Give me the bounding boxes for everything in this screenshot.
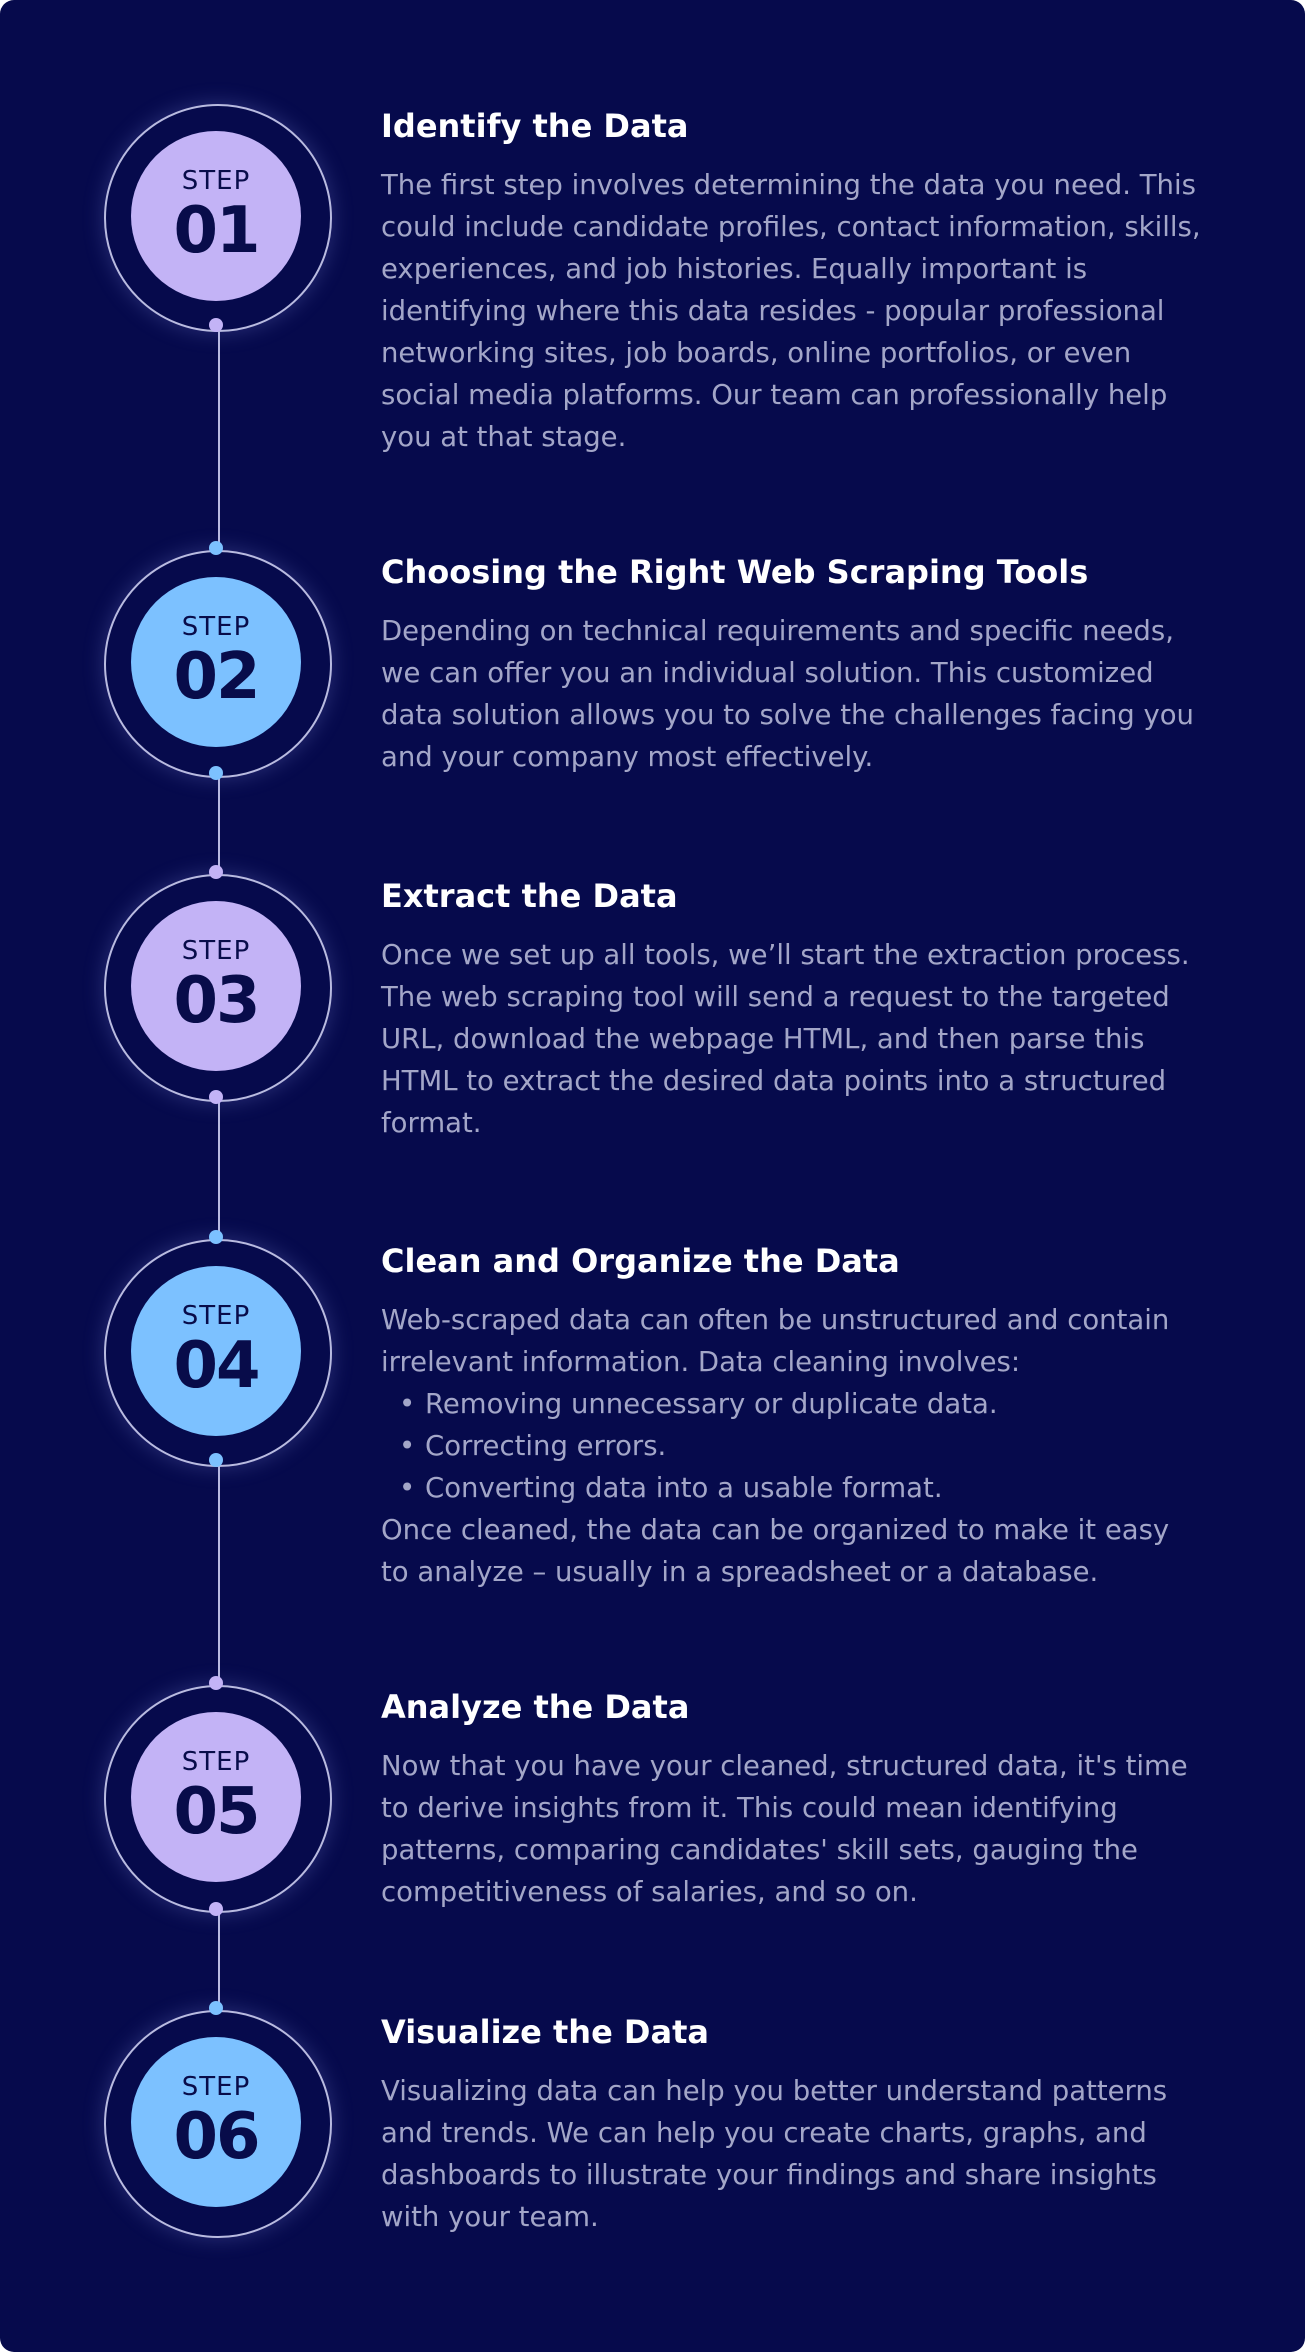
step-number: 04 bbox=[173, 1329, 259, 1403]
list-item: • Converting data into a usable format. bbox=[425, 1467, 1201, 1509]
timeline-dot bbox=[209, 1453, 223, 1467]
step-title: Choosing the Right Web Scraping Tools bbox=[381, 553, 1089, 591]
step-content bbox=[381, 552, 1201, 778]
step-title: Clean and Organize the Data bbox=[381, 1242, 900, 1280]
timeline-connector bbox=[218, 1461, 220, 1683]
step-badge bbox=[104, 1685, 332, 1913]
timeline-dot bbox=[209, 1230, 223, 1244]
step-number: 05 bbox=[173, 1775, 259, 1849]
step-number: 02 bbox=[173, 640, 259, 714]
step-title: Identify the Data bbox=[381, 107, 689, 145]
step-label: STEP bbox=[181, 166, 251, 196]
timeline-connector bbox=[218, 325, 220, 547]
step-label: STEP bbox=[181, 2072, 251, 2102]
timeline-dot bbox=[209, 1902, 223, 1916]
step-disc bbox=[131, 577, 301, 747]
step-description-outro: Once cleaned, the data can be organized to make it easy to analyze – usually in a spreadsheet or a database. bbox=[381, 1514, 1170, 1588]
step-label: STEP bbox=[181, 936, 251, 966]
step-disc bbox=[131, 2037, 301, 2207]
step-description: Web-scraped data can often be unstructured and contain irrelevant information. Data cleaning involves: bbox=[381, 1304, 1170, 1378]
step-badge bbox=[104, 2010, 332, 2238]
cleaning-steps-list bbox=[381, 1383, 1201, 1509]
step-number: 01 bbox=[173, 194, 259, 268]
timeline-dot bbox=[209, 2001, 223, 2015]
step-title: Extract the Data bbox=[381, 877, 678, 915]
step-label: STEP bbox=[181, 1301, 251, 1331]
timeline-dot bbox=[209, 865, 223, 879]
timeline-dot bbox=[209, 541, 223, 555]
timeline-dot bbox=[209, 766, 223, 780]
list-item: • Removing unnecessary or duplicate data. bbox=[425, 1383, 1201, 1425]
step-disc bbox=[131, 901, 301, 1071]
step-badge bbox=[104, 874, 332, 1102]
step-disc bbox=[131, 1266, 301, 1436]
step-badge bbox=[104, 550, 332, 778]
step-label: STEP bbox=[181, 1747, 251, 1777]
step-number: 03 bbox=[173, 964, 259, 1038]
timeline-connector bbox=[218, 773, 220, 875]
timeline-dot bbox=[209, 1676, 223, 1690]
step-content bbox=[381, 2012, 1201, 2238]
step-disc bbox=[131, 131, 301, 301]
step-disc bbox=[131, 1712, 301, 1882]
step-badge bbox=[104, 104, 332, 332]
step-title: Visualize the Data bbox=[381, 2013, 709, 2051]
list-item: • Correcting errors. bbox=[425, 1425, 1201, 1467]
step-number: 06 bbox=[173, 2100, 259, 2174]
step-badge bbox=[104, 1239, 332, 1467]
step-content bbox=[381, 1687, 1201, 1913]
step-description: Once we set up all tools, we’ll start the extraction process. The web scraping tool will send a request to the targeted URL, download the webpage HTML, and then parse this HTML to extract the desired data points into a structured format. bbox=[381, 939, 1190, 1139]
timeline-dot bbox=[209, 1090, 223, 1104]
step-content bbox=[381, 1241, 1201, 1593]
step-description: Now that you have your cleaned, structured data, it's time to derive insights from it. This could mean identifying patterns, comparing candidates' skill sets, gauging the competitiveness of salaries, and so on. bbox=[381, 1750, 1188, 1908]
step-description: The first step involves determining the data you need. This could include candidate profiles, contact information, skills, experiences, and job histories. Equally important is identifying where this data resides - popular professional networking sites, job boards, online portfolios, or even social media platforms. Our team can professionally help you at that stage. bbox=[381, 169, 1201, 453]
timeline-connector bbox=[218, 1909, 220, 2009]
step-content bbox=[381, 106, 1201, 458]
step-title: Analyze the Data bbox=[381, 1688, 690, 1726]
step-description: Visualizing data can help you better understand patterns and trends. We can help you create charts, graphs, and dashboards to illustrate your findings and share insights with your team. bbox=[381, 2075, 1168, 2233]
step-label: STEP bbox=[181, 612, 251, 642]
step-content bbox=[381, 876, 1201, 1144]
timeline-dot bbox=[209, 318, 223, 332]
step-description: Depending on technical requirements and specific needs, we can offer you an individual solution. This customized data solution allows you to solve the challenges facing you and your company most effectively. bbox=[381, 615, 1194, 773]
timeline-connector bbox=[218, 1098, 220, 1238]
